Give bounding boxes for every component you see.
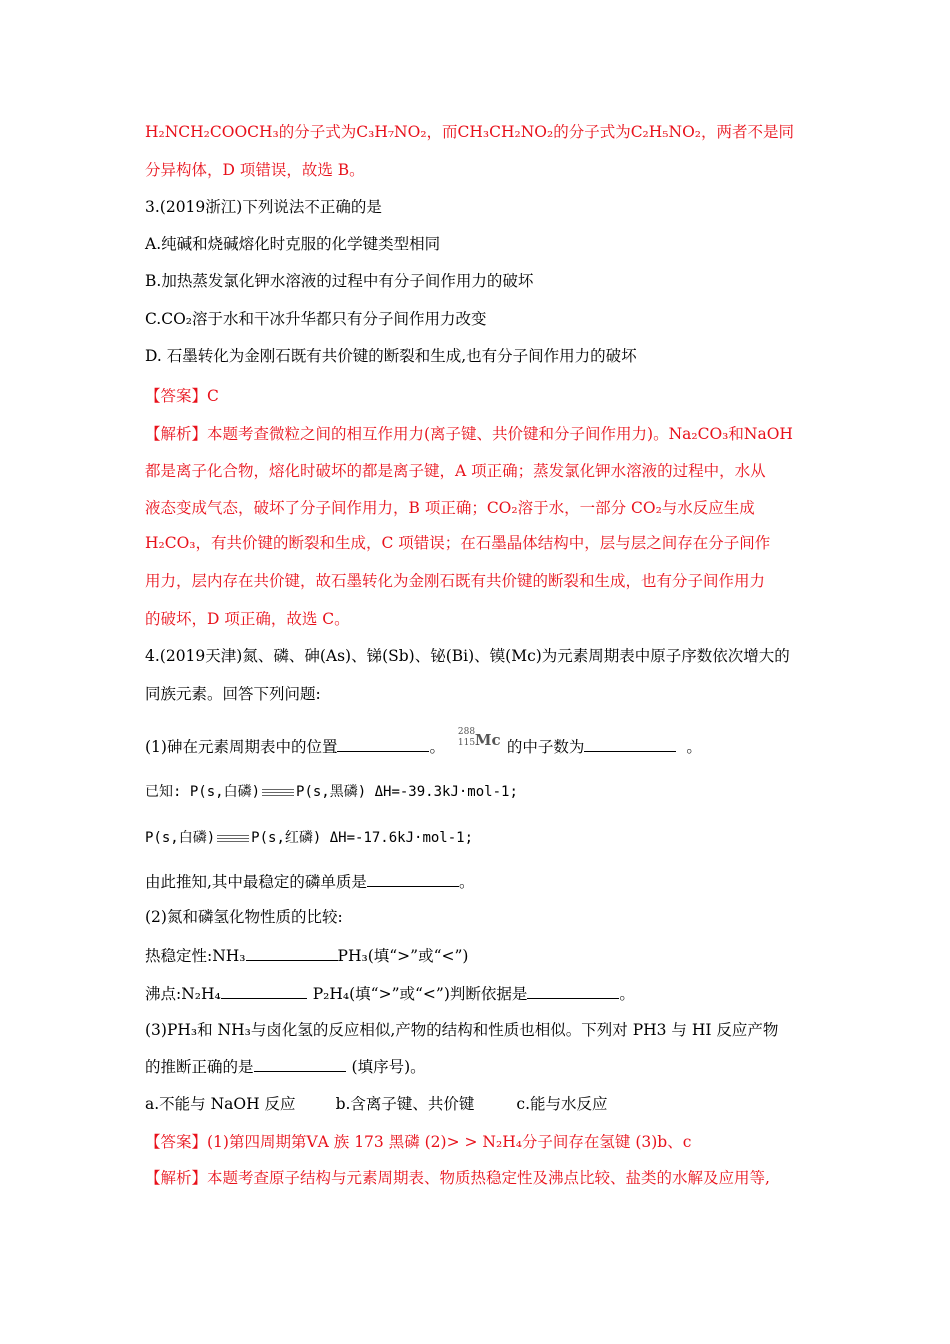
equation-2-left: P(s,白磷)	[145, 830, 216, 846]
most-stable-line	[145, 871, 474, 893]
question-4-explanation: 【解析】本题考查原子结构与元素周期表、物质热稳定性及沸点比较、盐类的水解及应用等,	[145, 1169, 770, 1187]
part-1-text-d: 。	[686, 738, 702, 756]
option-a: a.不能与 NaOH 反应	[145, 1095, 296, 1113]
question-4-part-3-line-2	[145, 1056, 426, 1078]
question-3-explanation-line-1: 【解析】本题考查微粒之间的相互作用力(离子键、共价键和分子间作用力)。Na₂CO₃和NaOH	[145, 425, 793, 443]
thermal-stability-line	[145, 945, 468, 967]
equals-sign-icon	[217, 834, 249, 843]
nuclide-mass-number: 288	[457, 727, 476, 737]
question-4-options	[145, 1093, 608, 1115]
thermal-stability-hint: PH₃(填“>”或“<”)	[337, 947, 469, 965]
known-equation-2	[145, 827, 473, 849]
answer-blank-choice[interactable]	[254, 1057, 346, 1072]
prev-explanation-line-2: 分异构体，D 项错误，故选 B。	[145, 161, 365, 179]
equation-1-right: P(s,黑磷) ΔH=-39.3kJ·mol-1;	[296, 784, 518, 800]
part-3-text: 的推断正确的是	[145, 1058, 254, 1076]
question-4-part-1	[145, 727, 702, 758]
prev-explanation-line-1: H₂NCH₂COOCH₃的分子式为C₃H₇NO₂，而CH₃CH₂NO₂的分子式为C₂H₅NO₂，两者不是同	[145, 123, 794, 141]
answer-blank-position[interactable]	[337, 737, 429, 752]
nuclide-symbol	[454, 727, 501, 756]
question-4-answer: 【答案】(1)第四周期第ⅤA 族 173 黑磷 (2)> > N₂H₄分子间存在氢键 (3)b、c	[145, 1133, 692, 1151]
question-3-option-b: B.加热蒸发氯化钾水溶液的过程中有分子间作用力的破坏	[145, 272, 534, 290]
question-3-explanation-line-5: 用力，层内存在共价键，故石墨转化为金刚石既有共价键的断裂和生成，也有分子间作用力	[145, 572, 766, 590]
equation-2-right: P(s,红磷) ΔH=-17.6kJ·mol-1;	[251, 830, 474, 846]
question-3-option-a: A.纯碱和烧碱熔化时克服的化学键类型相同	[145, 235, 441, 253]
question-3-answer: 【答案】C	[145, 387, 219, 405]
question-3-option-c: C.CO₂溶于水和干冰升华都只有分子间作用力改变	[145, 310, 487, 328]
boiling-point-line	[145, 983, 635, 1005]
thermal-stability-text: 热稳定性:NH₃	[145, 947, 246, 965]
answer-blank-stable[interactable]	[367, 872, 459, 887]
answer-blank-stability[interactable]	[246, 946, 338, 961]
nuclide-atomic-number: 115	[457, 738, 476, 748]
answer-blank-reason[interactable]	[527, 984, 619, 999]
question-4-part-3-line-1: (3)PH₃和 NH₃与卤化氢的反应相似,产物的结构和性质也相似。下列对 PH3 与 HI 反应产物	[145, 1021, 779, 1039]
question-3-explanation-line-4: H₂CO₃，有共价键的断裂和生成，C 项错误；在石墨晶体结构中，层与层之间存在分子间作	[145, 534, 771, 552]
question-4-part-2: (2)氮和磷氢化物性质的比较:	[145, 908, 343, 926]
part-1-text-a: (1)砷在元素周期表中的位置	[145, 738, 338, 756]
question-3-explanation-line-2: 都是离子化合物，熔化时破坏的都是离子键，A 项正确；蒸发氯化钾水溶液的过程中，水从	[145, 462, 766, 480]
most-stable-text: 由此推知,其中最稳定的磷单质是	[145, 873, 367, 891]
question-4-stem-line-2: 同族元素。回答下列问题:	[145, 685, 321, 703]
boiling-point-hint: P₂H₄(填“>”或“<”)判断依据是	[312, 985, 528, 1003]
part-1-text-c: 的中子数为	[506, 738, 585, 756]
question-3-stem: 3.(2019浙江)下列说法不正确的是	[145, 198, 382, 216]
equation-1-left: 已知: P(s,白磷)	[145, 784, 261, 800]
question-4-stem-line-1: 4.(2019天津)氮、磷、砷(As)、锑(Sb)、铋(Bi)、镆(Mc)为元素周期表中原子序数依次增大的	[145, 647, 790, 665]
part-1-text-b: 。	[429, 738, 445, 756]
answer-blank-neutrons[interactable]	[584, 737, 676, 752]
option-b: b.含离子键、共价键	[335, 1095, 475, 1113]
most-stable-end: 。	[458, 873, 475, 891]
question-3-explanation-line-3: 液态变成气态，破坏了分子间作用力，B 项正确；CO₂溶于水，一部分 CO₂与水反应生成	[145, 499, 755, 517]
boiling-point-text: 沸点:N₂H₄	[145, 985, 221, 1003]
boiling-point-end: 。	[619, 985, 635, 1003]
question-3-explanation-line-6: 的破坏，D 项正确，故选 C。	[145, 610, 350, 628]
known-equation-1	[145, 781, 518, 803]
nuclide-element: Mc	[474, 731, 501, 749]
answer-blank-boiling[interactable]	[221, 984, 307, 999]
option-c: c.能与水反应	[516, 1095, 608, 1113]
equals-sign-icon	[262, 788, 294, 797]
question-3-option-d: D. 石墨转化为金刚石既有共价键的断裂和生成,也有分子间作用力的破坏	[145, 347, 637, 365]
part-3-hint: (填序号)。	[351, 1058, 426, 1076]
